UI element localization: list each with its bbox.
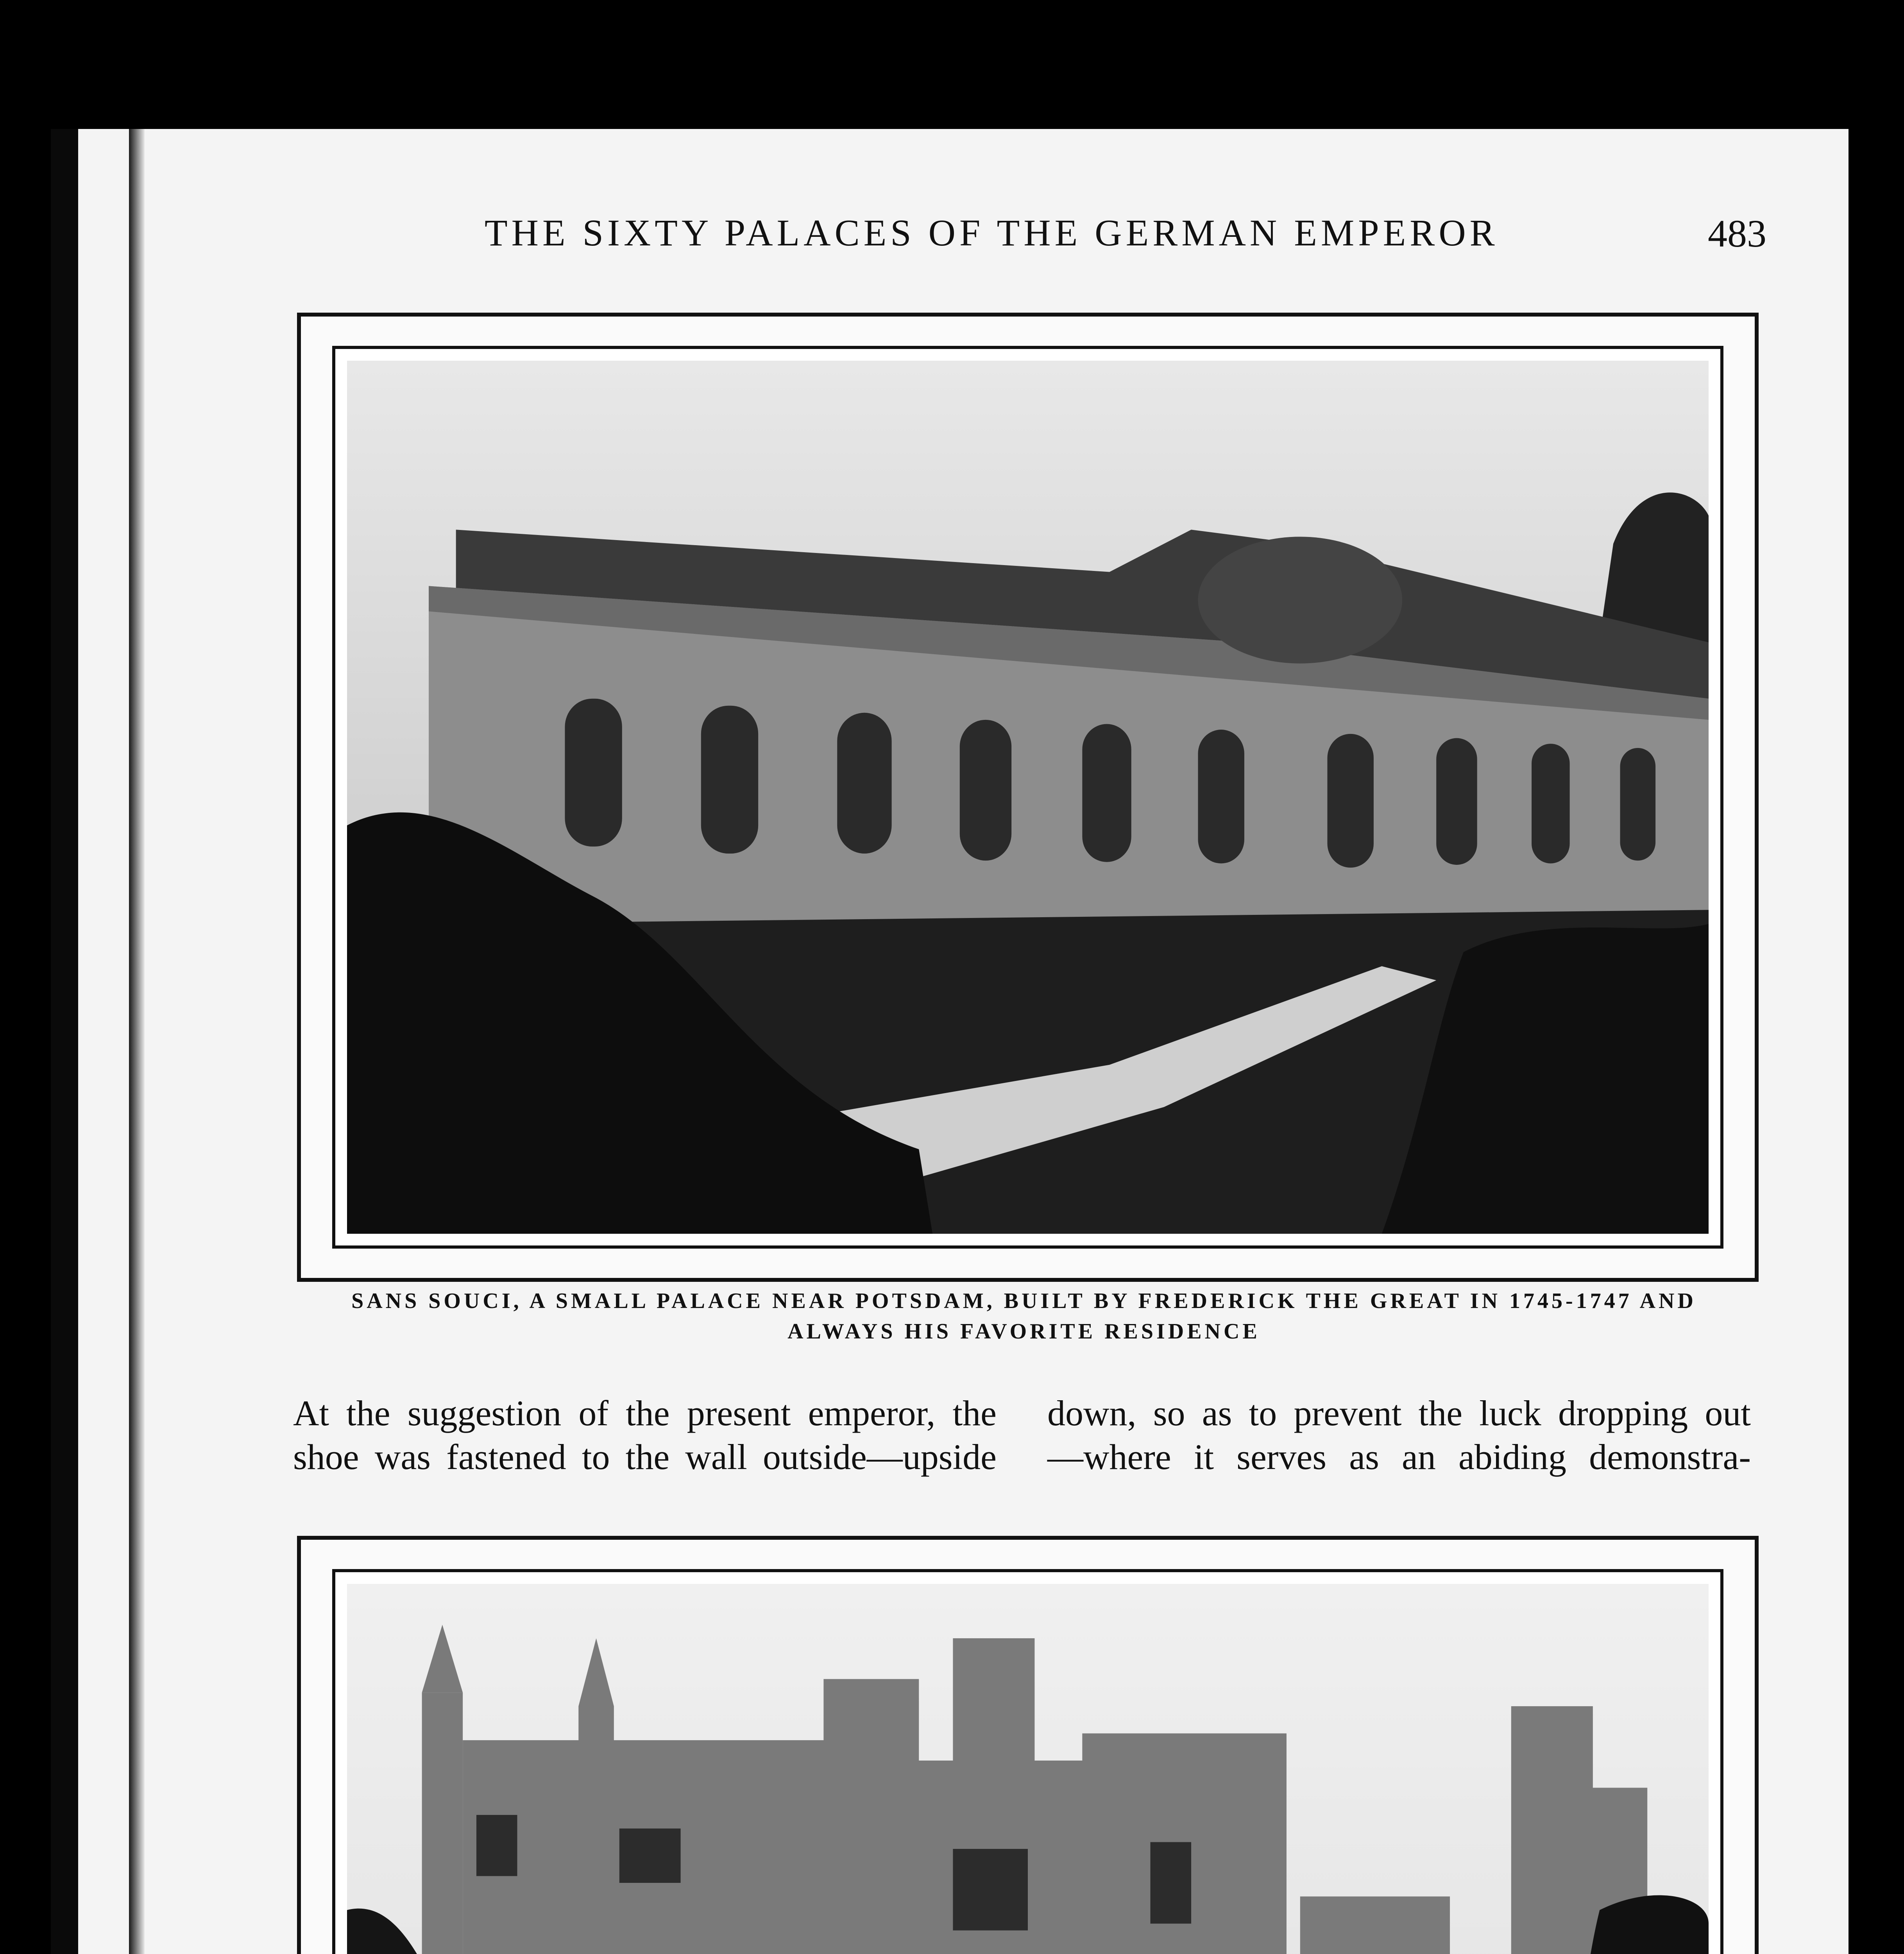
running-title: THE SIXTY PALACES OF THE GERMAN EMPEROR: [485, 212, 1499, 254]
text-line: down, so as to prevent the luck dropping out: [1047, 1393, 1751, 1433]
page-gutter: [129, 129, 145, 1954]
caption-line: ALWAYS HIS FAVORITE RESIDENCE: [787, 1319, 1260, 1344]
babelsberg-photo: [347, 1584, 1709, 1954]
figure-schloss-babelsberg: [297, 1536, 1759, 1954]
text-line: shoe was fastened to the wall outside—upside: [293, 1437, 997, 1477]
sans-souci-photo: [347, 361, 1709, 1234]
running-header: [485, 211, 1766, 262]
figure-frame: [332, 346, 1723, 1249]
caption-line: SANS SOUCI, A SMALL PALACE NEAR POTSDAM, BUILT BY FREDERICK THE GREAT IN 1745-1747 AND: [351, 1289, 1696, 1313]
page-number: 483: [1708, 212, 1766, 255]
figure-caption: [297, 1286, 1751, 1347]
text-line: —where it serves as an abiding demonstra-: [1047, 1437, 1751, 1477]
figure-sans-souci: [297, 313, 1759, 1282]
text-line: At the suggestion of the present emperor, the: [293, 1393, 997, 1433]
body-column-left: [293, 1391, 997, 1479]
figure-frame: [332, 1569, 1723, 1954]
body-column-right: [1047, 1391, 1751, 1479]
